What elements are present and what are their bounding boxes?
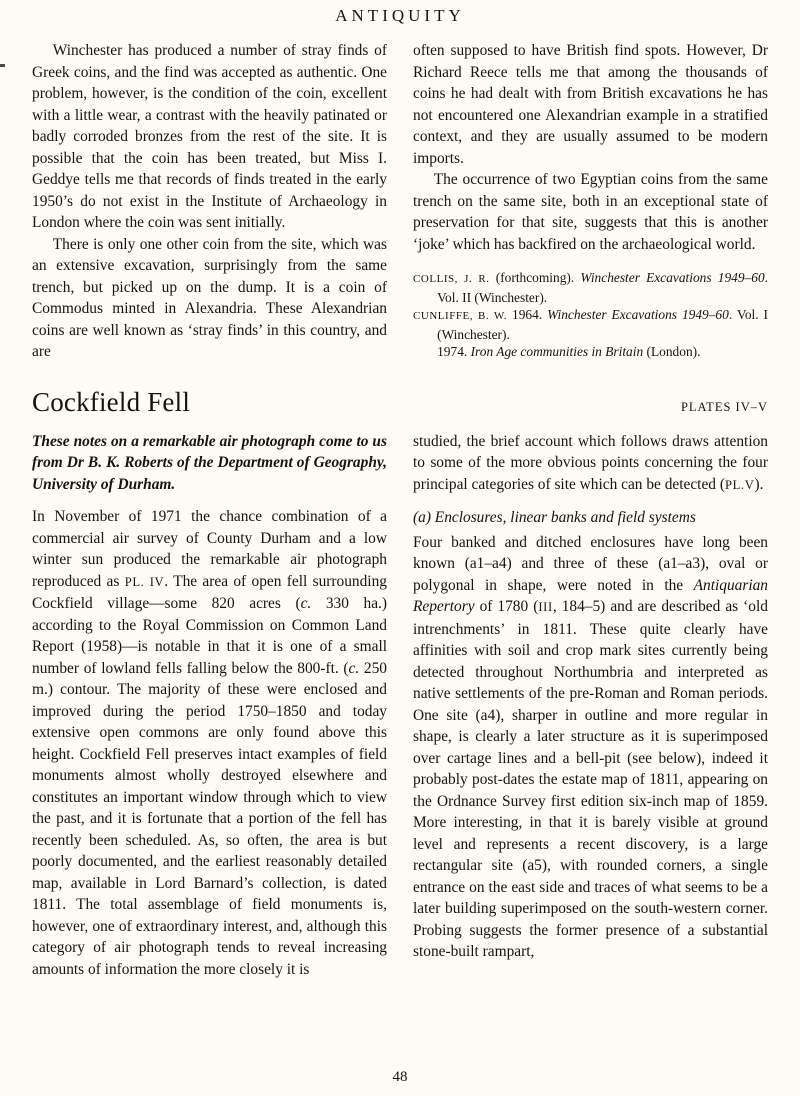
- text-run: . Vol. I (Winchester).: [437, 307, 769, 342]
- italic-run: (a) Enclosures, linear banks and field systems: [413, 509, 696, 526]
- text-run: 1974.: [437, 344, 471, 360]
- text-run: . The area of open fell surrounding Cockfield village—some 820 acres (: [32, 572, 387, 612]
- text-run: 1964.: [507, 307, 548, 323]
- cockfield-article: [32, 431, 768, 981]
- paragraph: [32, 234, 387, 363]
- reference-item: [413, 343, 768, 361]
- scan-artifact: [0, 64, 5, 67]
- paragraph: [413, 532, 768, 963]
- paragraph: [413, 40, 768, 169]
- italic-run: c.: [348, 659, 360, 677]
- article-heading-row: [32, 387, 768, 418]
- cockfield-right-column: [413, 431, 768, 981]
- coins-article: [32, 40, 768, 363]
- paragraph: [413, 169, 768, 255]
- italic-run: c.: [300, 595, 312, 612]
- italic-run: Iron Age communities in Britain: [470, 344, 644, 360]
- text-run: Winchester has produced a number of stray finds of Greek coins, and the find was accepted as authentic. One problem, however, is the condition of the coin, excellent with a little wear, a contrast with the heavily patinated or badly corroded bronzes from the rest of the site. It is possible that the coin has been treated, but Miss I. Geddye tells me that records of finds treated in the early 1950’s do not exist in the Institute of Archaeology in London where the coin was sent initially.: [32, 42, 387, 231]
- text-run: , 184–5) and are described as ‘old intrenchments’ in 1811. These quite clearly have affinities with soil and crop mark sites currently being detected throughout Northumbria and interpreted as native settlements of the pre-Roman and Roman periods. One site (a4), sharper in outline and more regular in shape, is clearly a later structure as it is superimposed over cartage lines and a bell-pit (see below), indeed it probably post-dates the estate map of 1811, appearing on the Ordnance Survey first edition six-inch map of 1859. More interesting, in that it is barely visible at ground level and represents a recent discovery, is a large rectangular site (a5), with rounded corners, a single entrance on the east side and traces of what seems to be a later building superimposed on the south-western corner. Probing suggests the former presence of a substantial stone-built rampart,: [413, 598, 768, 960]
- coins-right-column: [413, 40, 768, 363]
- reference-item: [413, 306, 768, 343]
- running-head: [32, 6, 768, 26]
- text-run: Four banked and ditched enclosures have long been known (a1–a4) and three of these (a1–a3), oval or polygonal in shape, were noted in the: [413, 533, 768, 594]
- small-caps-run: PL. IV: [124, 574, 165, 589]
- text-run: 250 m.) contour. The majority of these were enclosed and improved during the period 1750–1850 and today extensive open commons are only found above this height. Cockfield Fell preserves intact examples of field monuments almost wholly destroyed elsewhere and constitutes an important window through which to view the past, and it is fortunate that a portion of the fell has recently been scheduled. As, so often, the area is but poorly documented, and the earliest reasonably detailed map, available in Lord Barnard’s collection, is dated 1811. The total assemblage of field monuments is, however, one of extraordinary interest, and, although this category of air photograph tends to reveal increasing amounts of information the more closely it is: [32, 659, 388, 978]
- text-run: studied, the brief account which follows draws attention to some of the more obvious points concerning the four principal categories of site which can be detected (: [413, 432, 768, 493]
- page-footer: [0, 1069, 800, 1086]
- text-run: often supposed to have British find spots. However, Dr Richard Reece tells me that among the thousands of coins he had dealt with from British excavations he has not encountered one Alexandrian example in a stratified context, and they are usually assumed to be modern imports.: [413, 42, 768, 167]
- text-run: (London).: [643, 344, 701, 360]
- text-run: . Vol. II (Winchester).: [437, 270, 768, 305]
- text-run: of 1780 (: [474, 598, 539, 615]
- paragraph: [32, 40, 387, 234]
- italic-run: Winchester Excavations 1949–60: [580, 270, 765, 285]
- small-caps-run: III: [538, 600, 553, 614]
- paragraph: [413, 431, 768, 497]
- italic-run: Antiquarian Repertory: [413, 576, 768, 615]
- page-number: 48: [392, 1069, 408, 1085]
- editorial-note: [32, 431, 387, 496]
- text-run: ).: [754, 475, 764, 493]
- small-caps-run: COLLIS, J. R.: [413, 273, 490, 285]
- small-caps-run: CUNLIFFE, B. W.: [413, 310, 508, 323]
- text-run: The occurrence of two Egyptian coins from the same trench on the same site, both in an exceptional state of preservation for that site, suggests that this is another ‘joke’ which has backfired on the archaeological world.: [413, 171, 768, 253]
- italic-run: Winchester Excavations 1949–60: [547, 307, 729, 323]
- small-caps-run: PL.V: [724, 477, 755, 492]
- plates-label: PLATES IV–V: [680, 399, 768, 414]
- text-run: There is only one other coin from the site, which was an extensive excavation, surprisingly from the same trench, but picked up on the dump. It is a coin of Commodus minted in Alexandria. These Alexandrian coins are well known as ‘stray finds’ in this country, and are: [32, 235, 387, 360]
- text-run: 330 ha.) according to the Royal Commission on Common Land Report (1958)—is notable in that it is one of a small number of lowland fells falling below the 800-ft. (: [32, 595, 387, 677]
- coins-right-text: [413, 40, 768, 255]
- reference-item: [413, 269, 768, 306]
- journal-title: ANTIQUITY: [335, 6, 465, 25]
- text-run: (forthcoming).: [489, 270, 581, 285]
- references: [413, 269, 768, 361]
- article-title: Cockfield Fell: [32, 386, 191, 417]
- cockfield-left-column: [32, 431, 387, 981]
- italic-run: These notes on a remarkable air photograph come to us from Dr B. K. Roberts of the Department of Geography, University of Durham.: [32, 432, 387, 493]
- paragraph: [32, 506, 387, 980]
- text-run: In November of 1971 the chance combination of a commercial air survey of County Durham and a low winter sun produced the remarkable air photograph reproduced as: [32, 508, 387, 590]
- coins-left-column: [32, 40, 387, 363]
- subsection-heading: [413, 507, 768, 529]
